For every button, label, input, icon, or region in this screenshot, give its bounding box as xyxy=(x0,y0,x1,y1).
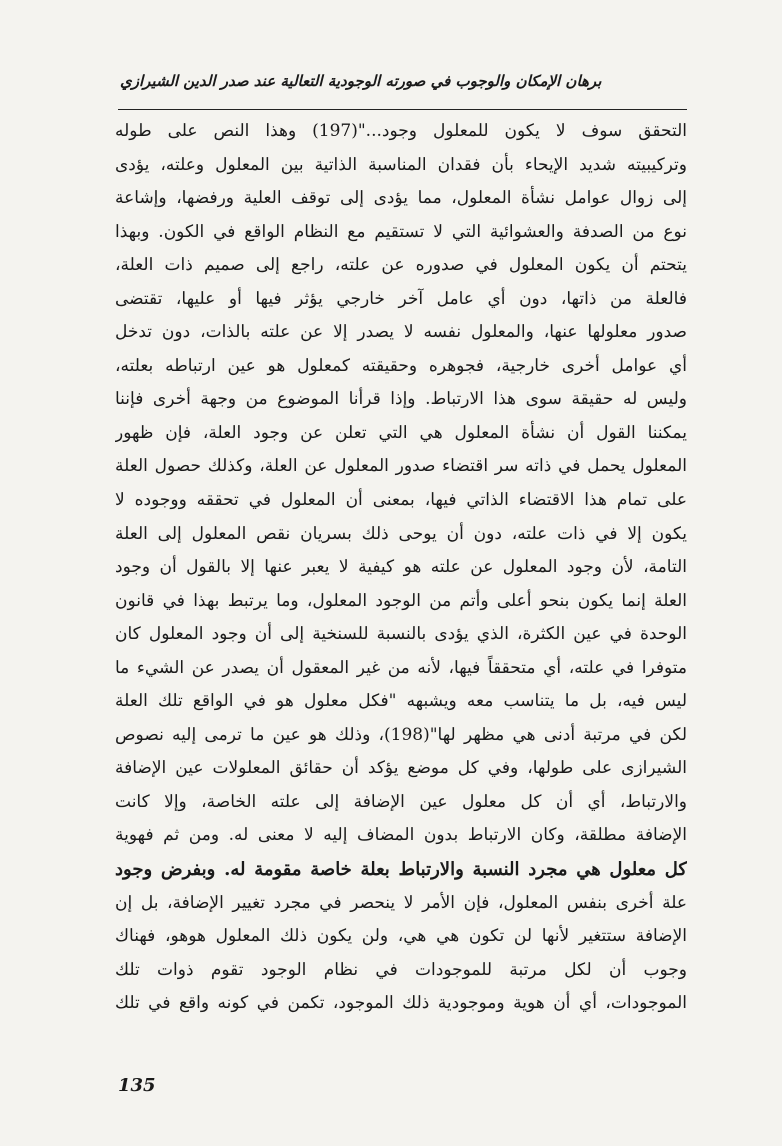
text-line: على تمام هذا الاقتضاء الذاتي فيها، بمعنى أن المعلول في تحققه ووجوده لا xyxy=(115,490,687,511)
text-line: فالعلة من ذاتها، دون أي عامل آخر خارجي يؤثر فيها أو عليها، تقتضى xyxy=(115,288,687,309)
header-rule xyxy=(118,109,687,110)
text-line: الموجودات، أي أن هوية وموجودية ذلك الموجود، تكمن في كونه واقع في تلك xyxy=(115,993,687,1014)
text-line: والارتباط، أي أن كل معلول عين الإضافة إلى علته الخاصة، وإلا كانت xyxy=(115,791,687,812)
body-text xyxy=(115,115,687,1015)
text-line: وتركيبيته شديد الإيحاء بأن فقدان المناسبة الذاتية بين المعلول وعلته، يؤدى xyxy=(115,154,687,175)
text-line: الوحدة في عين الكثرة، الذي يؤدى بالنسبة للسنخية إلى أن وجود المعلول كان xyxy=(115,624,687,645)
text-line: وليس له حقيقة سوى هذا الارتباط. وإذا قرأنا الموضوع من وجهة أخرى فإننا xyxy=(115,389,687,410)
text-line: كل معلول هي مجرد النسبة والارتباط بعلة خاصة مقومة له. وبفرض وجود xyxy=(115,859,687,881)
running-title: برهان الإمكان والوجوب في صورته الوجودية التعالية عند صدر الدين الشيرازي xyxy=(120,72,602,90)
text-line: ليس فيه، بل ما يتناسب معه ويشبهه "فكل معلول هو في الواقع تلك العلة xyxy=(115,691,687,712)
text-line: أي عوامل أخرى خارجية، فجوهره وحقيقته كمعلول هو عين ارتباطه بعلته، xyxy=(115,355,687,376)
text-line: إلى زوال عوامل نشأة المعلول، مما يؤدى إلى توقف العلية ورفضها، وإشاعة xyxy=(115,188,687,209)
text-line: متوفرا في علته، أي متحققاً فيها، لأنه من غير المعقول أن يصدر عن الشيء ما xyxy=(115,657,687,678)
text-line: المعلول يحمل في ذاته سر اقتضاء صدور المعلول عن العلة، وكذلك حصول العلة xyxy=(115,456,687,477)
text-line: التامة، لأن وجود المعلول عن علته هو كيفية لا يعبر عنها إلا بالقول أن وجود xyxy=(115,557,687,578)
text-line: الإضافة ستتغير لأنها لن تكون هي هي، ولن يكون ذلك المعلول هوهو، فهناك xyxy=(115,926,687,947)
text-line: يكون إلا في ذات علته، دون أن يوحى ذلك بسريان نقص المعلول إلى العلة xyxy=(115,523,687,544)
text-line: الشيرازى على طولها، وفي كل موضع يؤكد أن حقائق المعلولات عين الإضافة xyxy=(115,758,687,779)
text-line: نوع من الصدفة والعشوائية التي لا تستقيم مع النظام الواقع في الكون. وبهذا xyxy=(115,221,687,242)
text-line: لكن في مرتبة أدنى هي مظهر لها"(198)، وذلك هو عين ما ترمى إليه نصوص xyxy=(115,724,687,745)
text-line: وجوب أن لكل مرتبة للموجودات في نظام الوجود تقوم ذوات تلك xyxy=(115,959,687,980)
text-line: التحقق سوف لا يكون للمعلول وجود..."(197) وهذا النص على طوله xyxy=(115,121,687,141)
text-line: يتحتم أن يكون المعلول في صدوره عن علته، راجع إلى صميم ذات العلة، xyxy=(115,255,687,276)
text-line: علة أخرى بنفس المعلول، فإن الأمر لا ينحصر في مجرد تغيير الإضافة، بل إن xyxy=(115,892,687,913)
text-line: العلة إنما يكون بنحو أعلى وأتم من الوجود المعلول، وما يرتبط بهذا في قانون xyxy=(115,590,687,611)
text-line: صدور معلولها عنها، والمعلول نفسه لا يصدر إلا عن علته بالذات، دون تدخل xyxy=(115,322,687,343)
text-line: الإضافة مطلقة، وكان الارتباط بدون المضاف إليه لا معنى له. ومن ثم فهوية xyxy=(115,825,687,846)
running-header xyxy=(120,72,677,90)
page-number: 135 xyxy=(118,1075,156,1096)
text-line: يمكننا القول أن نشأة المعلول هي التي تعلن عن وجود العلة، فإن ظهور xyxy=(115,422,687,443)
